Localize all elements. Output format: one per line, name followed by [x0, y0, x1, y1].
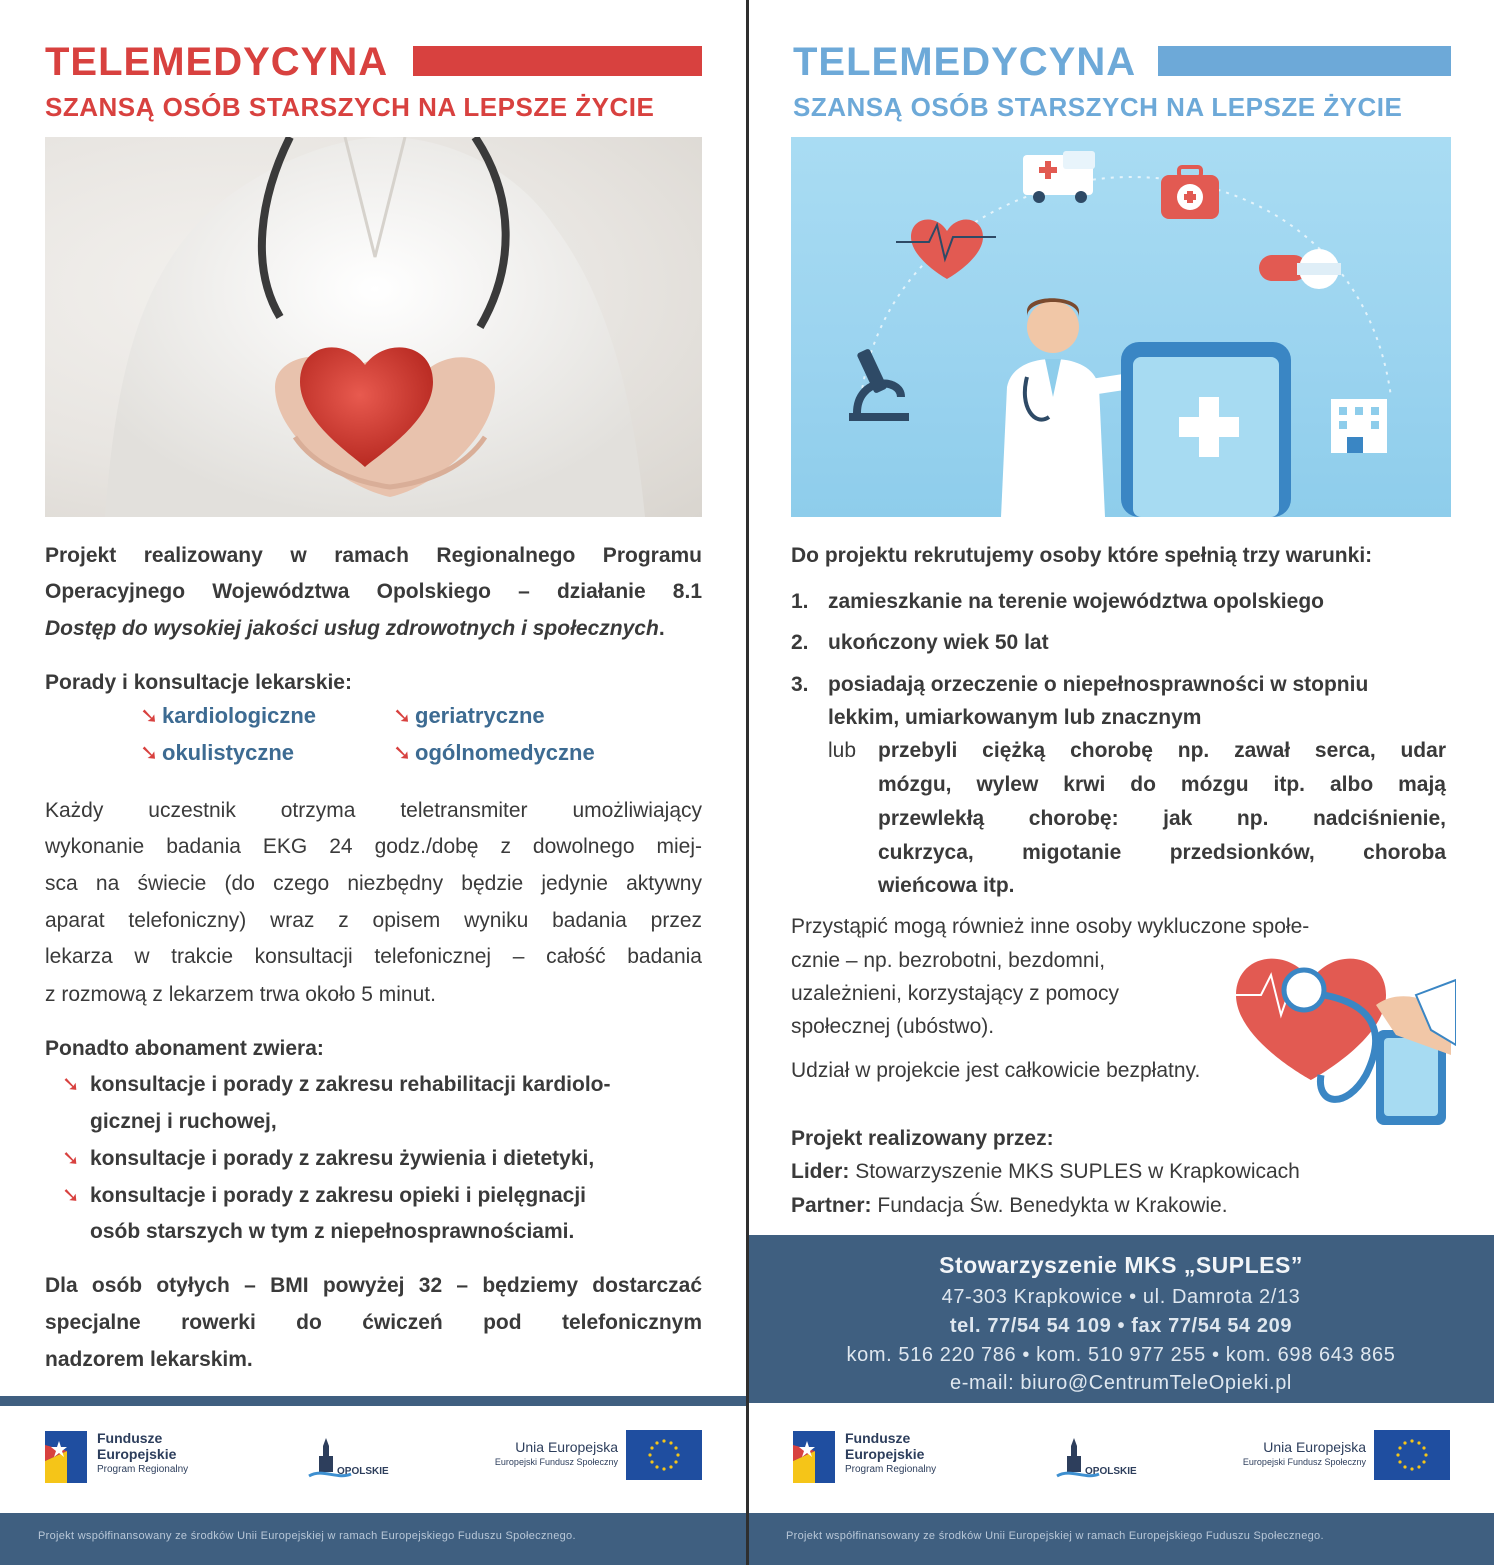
right-leaflet-panel: [748, 0, 1494, 1565]
condition-number: 2.: [791, 631, 809, 654]
specialty-item: [393, 740, 595, 766]
device-line: wykonanie badania EKG 24 godz./dobę z dowolnego miej-: [45, 835, 702, 858]
ambulance-icon: [1023, 151, 1095, 203]
or-line: mózgu, wylew krwi do mózgu itp. albo mają: [878, 773, 1446, 796]
cofinancing-footer: Projekt współfinansowany ze środków Unii Europejskiej w ramach Europejskiego Fuduszu Społecznego.: [0, 1513, 748, 1565]
cofinancing-footer: Projekt współfinansowany ze środków Unii Europejskiej w ramach Europejskiego Fuduszu Społecznego.: [748, 1513, 1494, 1565]
or-line: wieńcowa itp.: [878, 874, 1015, 897]
address: 47-303 Krapkowice • ul. Damrota 2/13: [941, 1286, 1301, 1308]
arrow-bullet-icon: ➘: [140, 703, 159, 728]
funding-logos: [748, 1408, 1494, 1513]
eu-flag-icon: [1374, 1430, 1450, 1480]
opolskie-logo: [1051, 1432, 1151, 1482]
partner-line: Partner: Fundacja Św. Benedykta w Krakowie.: [791, 1194, 1228, 1217]
specialty-item: [393, 703, 545, 729]
specialty-label: ogólnomedyczne: [415, 740, 595, 765]
svg-text:OPOLSKIE: OPOLSKIE: [1085, 1466, 1137, 1477]
intro-line-3: [45, 611, 702, 647]
specialty-item: [140, 703, 316, 729]
email-address[interactable]: e-mail: biuro@CentrumTeleOpieki.pl: [950, 1372, 1292, 1394]
condition-text: zamieszkanie na terenie województwa opolskiego: [828, 590, 1324, 613]
fundusze-europejskie-text: Fundusze Europejskie Program Regionalny: [97, 1430, 189, 1475]
page-fold-divider: [746, 0, 749, 1565]
or-line: przebyli ciężką chorobę np. zawał serca, udar: [878, 739, 1446, 762]
intro-line-2: Operacyjnego Województwa Opolskiego – działanie 8.1: [45, 580, 702, 603]
pills-icon: [1259, 249, 1341, 289]
svg-text:OPOLSKIE: OPOLSKIE: [337, 1466, 389, 1477]
device-line: lekarza w trakcie konsultacji telefonicznej – całość badania: [45, 945, 702, 968]
main-title: TELEMEDYCYNA: [793, 40, 1137, 84]
or-line: przewlekłą chorobę: jak np. nadciśnienie,: [878, 807, 1446, 830]
condition-number: 3.: [791, 673, 809, 696]
bmi-line: specjalne rowerki do ćwiczeń pod telefonicznym: [45, 1311, 702, 1334]
specialty-item: [140, 740, 294, 766]
cardiogram-heart-icon: [896, 220, 996, 279]
arrow-bullet-icon: ➘: [62, 1147, 80, 1170]
or-line: cukrzyca, migotanie przedsionków, choroba: [878, 841, 1446, 864]
fundusze-europejskie-logo: [793, 1431, 835, 1483]
fundusze-europejskie-logo: [45, 1431, 87, 1483]
intro-end: .: [658, 617, 665, 640]
others-line: Przystąpić mogą również inne osoby wykluczone społe-: [791, 915, 1310, 938]
condition-text: lekkim, umiarkowanym lub znacznym: [828, 706, 1202, 729]
subtitle: SZANSĄ OSÓB STARSZYCH NA LEPSZE ŻYCIE: [45, 92, 655, 122]
others-line: społecznej (ubóstwo).: [791, 1015, 995, 1038]
subtitle: SZANSĄ OSÓB STARSZYCH NA LEPSZE ŻYCIE: [793, 92, 1403, 122]
others-line: uzależnieni, korzystający z pomocy: [791, 982, 1119, 1005]
mobile-numbers: kom. 516 220 786 • kom. 510 977 255 • kom. 698 643 865: [846, 1344, 1396, 1366]
fundusze-europejskie-text: Fundusze Europejskie Program Regionalny: [845, 1430, 937, 1475]
microscope-icon: [849, 348, 909, 421]
condition-number: 1.: [791, 590, 809, 613]
recruit-heading: Do projektu rekrutujemy osoby które spełnią trzy warunki:: [791, 544, 1373, 567]
realized-heading: Projekt realizowany przez:: [791, 1127, 1054, 1150]
medical-bag-icon: [1161, 167, 1219, 219]
condition-text: posiadają orzeczenie o niepełnosprawności w stopniu: [828, 673, 1369, 696]
title-accent-bar: [413, 46, 702, 76]
bmi-line: nadzorem lekarskim.: [45, 1348, 253, 1371]
free-participation-text: Udział w projekcie jest całkowicie bezpłatny.: [791, 1059, 1201, 1082]
arrow-bullet-icon: ➘: [62, 1073, 80, 1096]
title-accent-bar: [1158, 46, 1451, 76]
intro-line-1: Projekt realizowany w ramach Regionalnego Programu: [45, 544, 702, 567]
bmi-line: Dla osób otyłych – BMI powyżej 32 – będziemy dostarczać: [45, 1274, 702, 1297]
condition-text: ukończony wiek 50 lat: [828, 631, 1049, 654]
device-line: z rozmową z lekarzem trwa około 5 minut.: [45, 983, 436, 1006]
doctor-holding-heart-photo: [45, 137, 702, 517]
telemedicine-illustration: [791, 137, 1451, 517]
specialty-label: geriatryczne: [415, 703, 545, 728]
heart-stethoscope-illustration: [1226, 935, 1456, 1125]
contact-box: [748, 1235, 1494, 1403]
phone-numbers: tel. 77/54 54 109 • fax 77/54 54 209: [949, 1315, 1293, 1337]
arrow-bullet-icon: ➘: [393, 703, 412, 728]
hospital-icon: [1331, 399, 1387, 453]
consult-heading: Porady i konsultacje lekarskie:: [45, 671, 352, 694]
leader-line: Lider: Stowarzyszenie MKS SUPLES w Krapkowicach: [791, 1160, 1300, 1183]
arrow-bullet-icon: ➘: [140, 740, 159, 765]
others-line: cznie – np. bezrobotni, bezdomni,: [791, 949, 1106, 972]
opolskie-logo: [303, 1432, 403, 1482]
footer-stripe: [0, 1396, 748, 1406]
eu-flag-icon: [626, 1430, 702, 1480]
left-leaflet-panel: TELEMEDYCYNA SZANSĄ OSÓB STARSZYCH NA LEPSZE ŻYCIE Projekt realizowany w ramach Regionalnego Programu Operacyjnego Województwa Opolskiego – działanie 8.1 Dostęp do wysokiej jakości usług zdrowotnych i społecznych. Porady i konsultacje lekarskie: ➘ kardiologiczne ➘ geriatryczne ➘ okulistyczne ➘ ogólnomedyczne Każdy uczestnik otrzyma teletransmiter umożliwiający wykonanie badania EKG 24 godz./dobę z dowolnego miej- sca na świecie (do czego niezbędny będzie jedynie aktywny aparat telefoniczny) wraz z opisem wyniku badania przez lekarza w trakcie konsultacji telefonicznej – całość badania z rozmową z lekarzem trwa około 5 minut. Ponadto abonament zwiera: ➘ konsultacje i porady z zakresu rehabilitacji kardiolo- gicznej i ruchowej, ➘ konsultacje i porady z zakresu żywienia i dietetyki, ➘ konsultacje i porady z zakresu opieki i pielęgnacji osób starszych w tym z niepełnosprawnościami. Dla osób otyłych – BMI powyżej 32 – będziemy dostarczać specjalne rowerki do ćwiczeń pod telefonicznym nadzorem lekarskim. Fundusze Europejskie Program Regionalny OPOLSKIE Unia Europejska Europejski Fundusz Społeczny Projekt współfinansowany ze środków Unii Europejskiej w ramach Europejskiego Fuduszu Społecznego.: [0, 0, 748, 1565]
abonament-heading: Ponadto abonament zwiera:: [45, 1037, 324, 1060]
phone-with-cross-icon: [1121, 342, 1291, 517]
unia-europejska-text: Unia Europejska Europejski Fundusz Społeczny: [494, 1439, 618, 1467]
intro-italic-text: Dostęp do wysokiej jakości usług zdrowotnych i społecznych: [45, 617, 659, 640]
device-line: Każdy uczestnik otrzyma teletransmiter umożliwiający: [45, 799, 702, 822]
arrow-bullet-icon: ➘: [393, 740, 412, 765]
device-line: aparat telefoniczny) wraz z opisem wyniku badania przez: [45, 909, 702, 932]
or-word: lub: [828, 739, 857, 762]
organization-name: Stowarzyszenie MKS „SUPLES”: [939, 1252, 1303, 1278]
unia-europejska-text: Unia Europejska Europejski Fundusz Społeczny: [1242, 1439, 1366, 1467]
device-line: sca na świecie (do czego niezbędny będzie jedynie aktywny: [45, 872, 702, 895]
arrow-bullet-icon: ➘: [62, 1184, 80, 1207]
funding-logos: [0, 1408, 748, 1513]
main-title: TELEMEDYCYNA: [45, 40, 389, 84]
specialty-label: kardiologiczne: [162, 703, 317, 728]
specialty-label: okulistyczne: [162, 740, 295, 765]
